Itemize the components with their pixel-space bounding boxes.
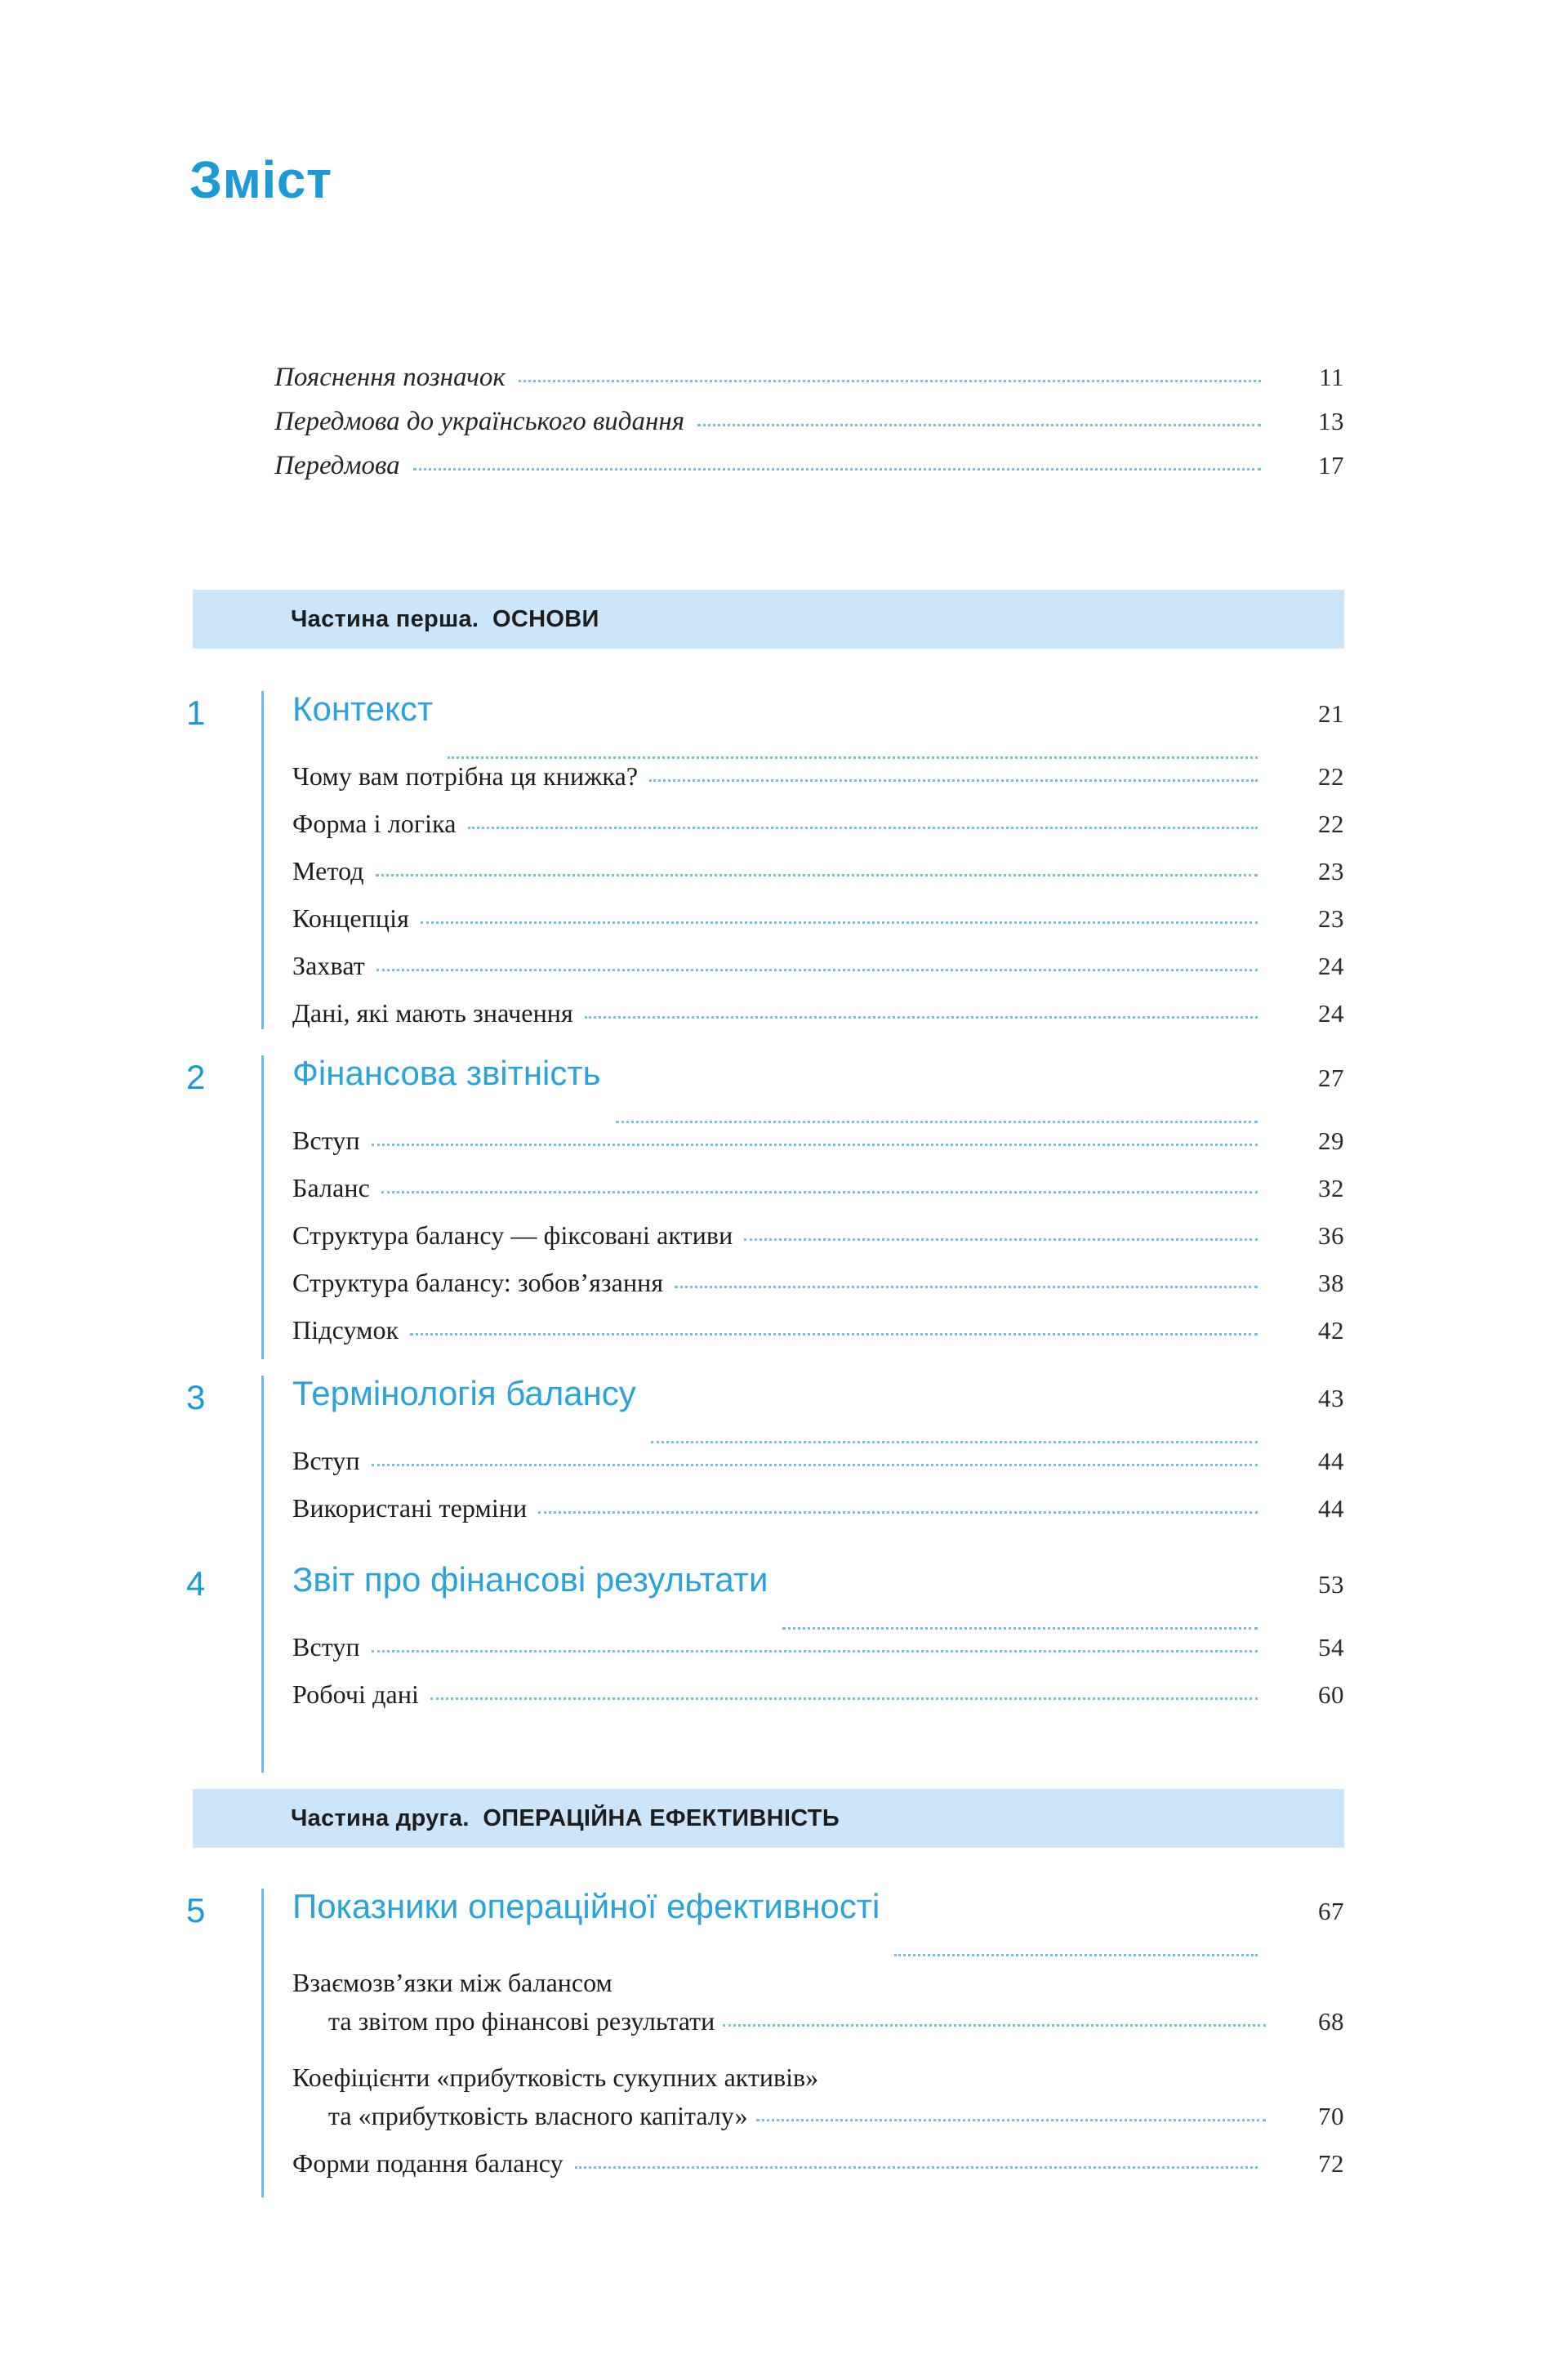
toc-entry-page: 32 — [1318, 1174, 1344, 1202]
toc-entry-page: 17 — [1318, 451, 1344, 479]
toc-entry[interactable] — [292, 1268, 1344, 1315]
toc-entry-label: Дані, які мають значення — [292, 998, 573, 1028]
dot-leader — [376, 961, 1258, 975]
dot-leader — [651, 1428, 1258, 1446]
toc-entry-page: 24 — [1318, 999, 1344, 1028]
toc-entry-page: 54 — [1318, 1633, 1344, 1661]
dot-leader — [575, 2159, 1258, 2172]
toc-entry-label: Захват — [292, 951, 365, 980]
toc-entry-page: 60 — [1318, 1680, 1344, 1709]
chapter-entries — [292, 1376, 1344, 1541]
dot-leader — [782, 1614, 1258, 1632]
chapter-entries — [292, 691, 1344, 1046]
chapter-block-1 — [0, 691, 1568, 1029]
toc-entry-label: Пояснення позначок — [274, 363, 506, 392]
chapter-page: 21 — [1318, 699, 1344, 728]
dot-leader — [585, 1009, 1258, 1022]
part-header-label: Частина перша. ОСНОВИ — [291, 605, 599, 632]
toc-entry-wrapped[interactable] — [292, 2054, 1344, 2148]
part-header-label: Частина друга. ОПЕРАЦІЙНА ЕФЕКТИВНІСТЬ — [291, 1804, 840, 1831]
toc-entry-continuation: та «прибутковість власного капіталу» — [328, 2101, 748, 2130]
toc-entry-label: Структура балансу: зобов’язання — [292, 1268, 664, 1297]
toc-entry-page: 72 — [1318, 2149, 1344, 2178]
dot-leader — [381, 1184, 1258, 1197]
toc-entry-label: Підсумок — [292, 1315, 399, 1345]
chapter-block-4 — [0, 1562, 1568, 1773]
toc-entry-frontmatter[interactable] — [274, 363, 1344, 407]
toc-entry[interactable] — [292, 951, 1344, 998]
toc-entry[interactable] — [292, 809, 1344, 856]
toc-entry[interactable] — [292, 903, 1344, 951]
part-header-two — [193, 1789, 1344, 1848]
toc-entry-label: Використані терміни — [292, 1493, 528, 1523]
toc-entry[interactable] — [292, 1679, 1344, 1727]
chapter-rule — [261, 1055, 264, 1359]
dot-leader — [519, 372, 1261, 386]
toc-entry-page: 38 — [1318, 1269, 1344, 1297]
toc-entry-label: Чому вам потрібна ця книжка? — [292, 761, 639, 791]
chapter-page: 43 — [1318, 1384, 1344, 1412]
chapter-block-3 — [0, 1376, 1568, 1586]
toc-entry[interactable] — [292, 1493, 1344, 1541]
toc-entry-label: Взаємозв’язки між балансом — [292, 1968, 612, 1997]
chapter-title-label: Фінансова звітність — [292, 1054, 601, 1092]
toc-entry[interactable] — [292, 2148, 1344, 2196]
toc-entry[interactable] — [292, 1632, 1344, 1679]
dot-leader — [448, 743, 1258, 761]
toc-entry-label: Структура балансу — фіксовані активи — [292, 1220, 733, 1250]
chapter-title-label: Контекст — [292, 689, 434, 728]
chapter-title-label: Звіт про фінансові результати — [292, 1560, 768, 1599]
chapter-number: 5 — [186, 1891, 206, 1929]
chapter-title-row[interactable] — [292, 1376, 1344, 1446]
chapter-block-2 — [0, 1055, 1568, 1359]
toc-entry-label: Коефіцієнти «прибутковість сукупних активів» — [292, 2063, 819, 2092]
toc-entry-continuation-row — [292, 2006, 1344, 2054]
toc-entry-page: 70 — [1318, 2102, 1344, 2130]
toc-entry-continuation-row — [292, 2101, 1344, 2148]
toc-entry-page: 11 — [1319, 363, 1344, 391]
toc-entry[interactable] — [292, 1173, 1344, 1220]
toc-entry-label: Форми подання балансу — [292, 2148, 564, 2178]
dot-leader — [372, 1136, 1258, 1149]
toc-entry-page: 44 — [1318, 1447, 1344, 1475]
dot-leader — [372, 1643, 1258, 1656]
chapter-rule — [261, 1889, 264, 2197]
dot-leader — [413, 461, 1261, 474]
toc-entry[interactable] — [292, 856, 1344, 903]
toc-entry-page: 24 — [1318, 952, 1344, 980]
dot-leader — [616, 1108, 1258, 1126]
dot-leader — [468, 819, 1258, 832]
toc-entry-page: 23 — [1318, 857, 1344, 885]
dot-leader — [894, 1941, 1258, 1959]
toc-entry[interactable] — [292, 1446, 1344, 1493]
toc-entry-frontmatter[interactable] — [274, 407, 1344, 451]
toc-entry-page: 13 — [1318, 407, 1344, 435]
toc-entry[interactable] — [292, 998, 1344, 1046]
toc-entry-page: 42 — [1318, 1316, 1344, 1345]
dot-leader — [723, 2017, 1266, 2030]
toc-entry-page: 23 — [1318, 904, 1344, 933]
toc-entry-page: 36 — [1318, 1221, 1344, 1250]
chapter-rule — [261, 1562, 264, 1773]
chapter-title-row[interactable] — [292, 1562, 1344, 1632]
toc-entry-label: Робочі дані — [292, 1679, 420, 1709]
toc-entry-continuation: та звітом про фінансові результати — [328, 2006, 715, 2036]
dot-leader — [421, 914, 1258, 927]
dot-leader — [372, 1456, 1258, 1470]
dot-leader — [410, 1326, 1258, 1339]
toc-entry-label: Баланс — [292, 1173, 370, 1202]
chapter-title-row[interactable] — [292, 691, 1344, 761]
toc-entry-page: 29 — [1318, 1126, 1344, 1155]
toc-entry-label: Вступ — [292, 1632, 360, 1661]
dot-leader — [675, 1278, 1258, 1291]
toc-entry-label: Передмова — [274, 451, 400, 480]
toc-entry-page: 68 — [1318, 2007, 1344, 2036]
chapter-entries — [292, 1562, 1344, 1727]
chapter-number: 2 — [186, 1058, 206, 1096]
dot-leader — [376, 867, 1258, 880]
chapter-number: 3 — [186, 1378, 206, 1416]
toc-entry-frontmatter[interactable] — [274, 451, 1344, 495]
chapter-page: 53 — [1318, 1570, 1344, 1599]
chapter-title-label: Термінологія балансу — [292, 1374, 636, 1412]
chapter-entries — [292, 1889, 1344, 2196]
toc-entry-page: 22 — [1318, 810, 1344, 838]
dot-leader — [430, 1690, 1258, 1703]
dot-leader — [538, 1504, 1258, 1517]
dot-leader — [649, 772, 1258, 785]
page-title: Зміст — [189, 150, 332, 209]
chapter-block-5 — [0, 1889, 1568, 2197]
toc-entry-wrapped[interactable] — [292, 1959, 1344, 2054]
dot-leader — [697, 417, 1261, 430]
toc-entry[interactable] — [292, 761, 1344, 809]
toc-entry[interactable] — [292, 1126, 1344, 1173]
toc-entry-label: Передмова до українського видання — [274, 407, 685, 436]
part-header-one — [193, 590, 1344, 649]
chapter-entries — [292, 1055, 1344, 1363]
toc-entry-page: 22 — [1318, 762, 1344, 791]
chapter-page: 67 — [1318, 1897, 1344, 1925]
chapter-title-row[interactable] — [292, 1889, 1344, 1959]
toc-entry[interactable] — [292, 1220, 1344, 1268]
toc-entry-label: Вступ — [292, 1446, 360, 1475]
chapter-title-label: Показники операційної ефективності — [292, 1887, 880, 1925]
frontmatter-list — [274, 363, 1344, 495]
chapter-rule — [261, 1376, 264, 1586]
chapter-rule — [261, 691, 264, 1029]
chapter-number: 4 — [186, 1564, 206, 1603]
chapter-title-row[interactable] — [292, 1055, 1344, 1126]
toc-entry-label: Вступ — [292, 1126, 360, 1155]
toc-entry-label: Форма і логіка — [292, 809, 457, 838]
toc-entry[interactable] — [292, 1315, 1344, 1363]
chapter-page: 27 — [1318, 1064, 1344, 1092]
chapter-number: 1 — [186, 694, 206, 732]
toc-entry-label: Метод — [292, 856, 364, 885]
toc-entry-page: 44 — [1318, 1494, 1344, 1523]
dot-leader — [744, 1231, 1258, 1244]
dot-leader — [756, 2112, 1266, 2125]
toc-entry-label: Концепція — [292, 903, 409, 933]
